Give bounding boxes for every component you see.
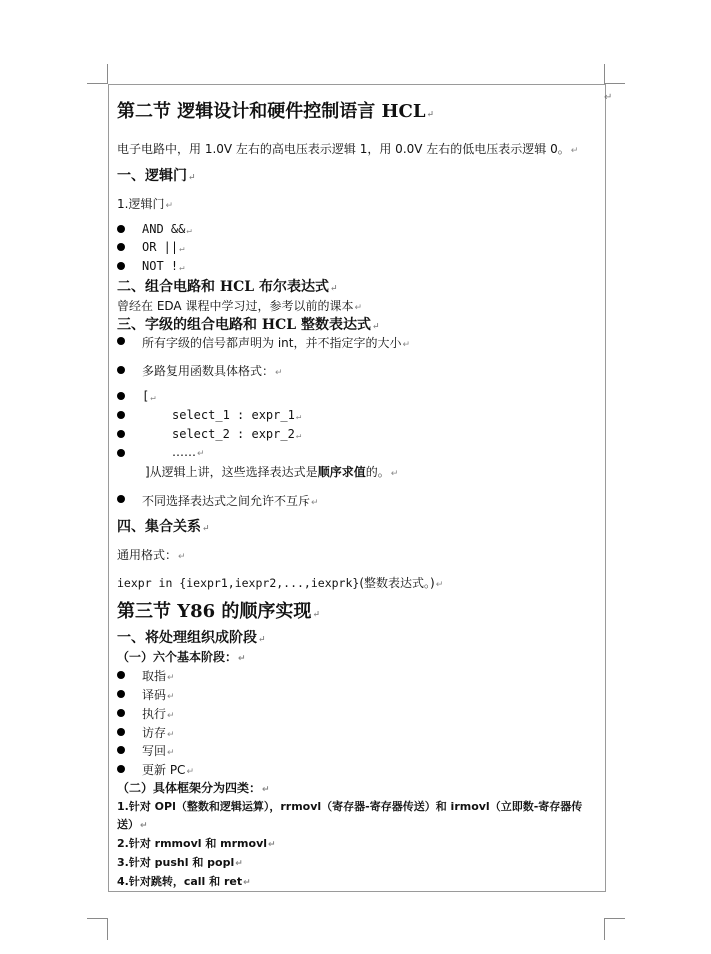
bullet-icon [117,392,125,400]
logic-item: OR ||↵ [142,240,185,254]
crop-mark-bottom-right-v [604,918,605,940]
word-bullet-mutex: 不同选择表达式之间允许不互斥↵ [142,494,319,508]
bullet-icon [117,495,125,503]
heading-word-level: 三、字级的组合电路和 HCL 整数表达式↵ [117,317,380,333]
subheading-six-stages: （一）六个基本阶段：↵ [117,650,246,664]
stage-item: 执行↵ [142,707,175,721]
set-expression: iexpr in {iexpr1,iexpr2,...,iexprk}(整数表达式。)↵ [117,576,444,590]
stage-item: 取指↵ [142,669,175,683]
category-1: 1.针对 OPl（整数和逻辑运算），rrmovl（寄存器-寄存器传送）和 irmovl（立即数-寄存器传 [117,800,583,813]
bullet-icon [117,671,125,679]
heading-logic-gates: 一、逻辑门↵ [117,168,196,184]
category-1-continued: 送）↵ [117,818,148,831]
bullet-icon [117,225,125,233]
bullet-icon [117,449,125,457]
crop-mark-top-left-v [107,64,108,84]
stage-item: 访存↵ [142,726,175,740]
bullet-icon [117,430,125,438]
category-3: 3.针对 pushl 和 popl↵ [117,856,243,869]
crop-mark-top-right-h [604,83,625,84]
code-open-bracket: [↵ [142,389,156,403]
word-bullet-int: 所有字级的信号都声明为 int，并不指定字的大小↵ [142,336,411,350]
category-4: 4.针对跳转，call 和 ret↵ [117,875,251,888]
logic-item: AND &&↵ [142,222,192,236]
bullet-icon [117,337,125,345]
code-select-2: select_2 : expr_2↵ [172,427,302,441]
heading-combinational: 二、组合电路和 HCL 布尔表达式↵ [117,279,338,295]
bullet-icon [117,366,125,374]
crop-mark-top-left-h [87,83,108,84]
crop-mark-top-right-v [604,64,605,84]
section3-title: 第三节 Y86 的顺序实现↵ [117,601,320,622]
logic-subheading: 1.逻辑门↵ [117,197,173,211]
code-dots: ……↵ [172,445,205,459]
code-close-line: ]从逻辑上讲，这些选择表达式是顺序求值的。↵ [145,465,399,479]
stage-item: 译码↵ [142,688,175,702]
intro-paragraph: 电子电路中，用 1.0V 左右的高电压表示逻辑 1，用 0.0V 左右的低电压表示逻辑 0。↵ [117,142,579,156]
bullet-icon [117,765,125,773]
stage-item: 写回↵ [142,744,175,758]
stage-item: 更新 PC↵ [142,763,194,777]
bullet-icon [117,709,125,717]
category-2: 2.针对 rmmovl 和 mrmovl↵ [117,837,276,850]
subheading-four-categories: （二）具体框架分为四类：↵ [117,781,270,795]
bullet-icon [117,411,125,419]
combinational-text: 曾经在 EDA 课程中学习过，参考以前的课本↵ [117,299,362,313]
code-select-1: select_1 : expr_1↵ [172,408,302,422]
word-bullet-mux: 多路复用函数具体格式：↵ [142,364,283,378]
bullet-icon [117,262,125,270]
bullet-icon [117,690,125,698]
heading-stages: 一、将处理组织成阶段↵ [117,630,266,646]
crop-mark-bottom-right-h [604,918,625,919]
section2-title: 第二节 逻辑设计和硬件控制语言 HCL↵ [117,101,435,122]
crop-mark-bottom-left-h [87,918,108,919]
bullet-icon [117,746,125,754]
bullet-icon [117,243,125,251]
set-format-label: 通用格式：↵ [117,548,186,562]
bullet-icon [117,728,125,736]
crop-mark-bottom-left-v [107,918,108,940]
paragraph-mark-icon: ↵ [604,92,613,103]
heading-set-membership: 四、集合关系↵ [117,519,210,535]
logic-item: NOT !↵ [142,259,185,273]
